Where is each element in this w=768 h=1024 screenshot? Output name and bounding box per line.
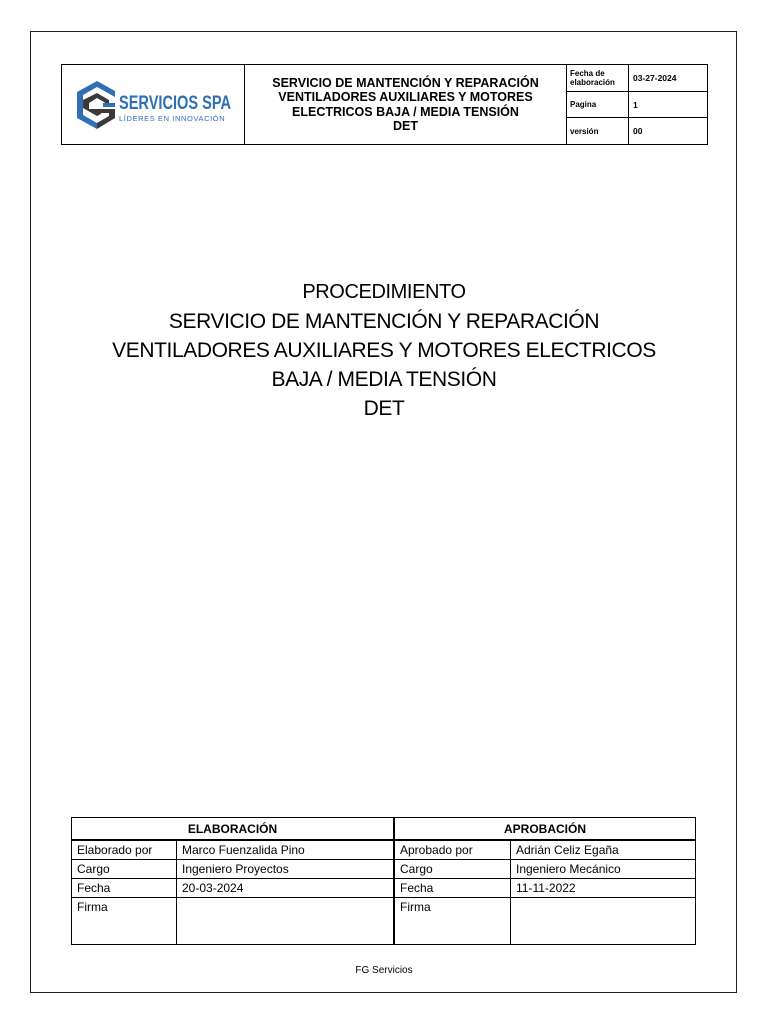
cell-value: Marco Fuenzalida Pino: [177, 840, 395, 860]
header-title-line: VENTILADORES AUXILIARES Y MOTORES: [278, 90, 533, 104]
cell-label: Elaborado por: [72, 840, 177, 860]
meta-label: Fecha de elaboración: [567, 65, 629, 91]
aprobacion-header: APROBACIÓN: [394, 818, 696, 841]
fg-logo-mark: [75, 79, 235, 131]
main-title-line: DET: [363, 397, 405, 420]
cell-value: Ingeniero Proyectos: [177, 860, 395, 879]
svg-text:LÍDERES EN INNOVACIÓN: LÍDERES EN INNOVACIÓN: [119, 114, 226, 123]
approval-table: [71, 817, 696, 945]
meta-row-date: [567, 65, 707, 92]
signature-field: [177, 898, 395, 945]
svg-text:SERVICIOS SPA: SERVICIOS SPA: [119, 93, 232, 114]
cell-label: Fecha: [394, 879, 511, 898]
header-title-line: DET: [392, 119, 418, 133]
meta-value: 1: [633, 99, 638, 110]
meta-row-version: [567, 118, 707, 144]
cell-label: Firma: [394, 898, 511, 945]
cell-label: Firma: [72, 898, 177, 945]
table-row: [72, 879, 696, 898]
cell-value: Ingeniero Mecánico: [511, 860, 696, 879]
header-title: [245, 65, 567, 144]
cell-label: Aprobado por: [394, 840, 511, 860]
signature-field: [511, 898, 696, 945]
page-footer: FG Servicios: [355, 965, 413, 976]
company-logo: [62, 65, 245, 144]
meta-value: 03-27-2024: [633, 72, 677, 83]
table-row: [72, 860, 696, 879]
document-header: [61, 64, 708, 145]
meta-label: versión: [567, 118, 629, 144]
table-row: [72, 840, 696, 860]
elaboracion-header: ELABORACIÓN: [72, 818, 395, 841]
main-title-line: PROCEDIMIENTO: [302, 281, 466, 303]
header-title-line: SERVICIO DE MANTENCIÓN Y REPARACIÓN: [272, 75, 539, 90]
main-title-line: BAJA / MEDIA TENSIÓN: [271, 368, 497, 391]
main-title: [0, 278, 768, 423]
cell-label: Fecha: [72, 879, 177, 898]
cell-value: 20-03-2024: [177, 879, 395, 898]
meta-row-page: [567, 92, 707, 119]
header-title-line: ELECTRICOS BAJA / MEDIA TENSIÓN: [292, 104, 519, 119]
meta-value: 00: [633, 126, 643, 137]
main-title-line: SERVICIO DE MANTENCIÓN Y REPARACIÓN: [168, 310, 600, 333]
meta-label: Pagina: [567, 92, 629, 118]
cell-value: Adrián Celiz Egaña: [511, 840, 696, 860]
approval-table-header: [72, 818, 696, 841]
table-row-signature: [72, 898, 696, 945]
cell-label: Cargo: [72, 860, 177, 879]
cell-value: 11-11-2022: [511, 879, 696, 898]
header-meta: [567, 65, 707, 144]
cell-label: Cargo: [394, 860, 511, 879]
main-title-line: VENTILADORES AUXILIARES Y MOTORES ELECTRICOS: [112, 339, 656, 362]
